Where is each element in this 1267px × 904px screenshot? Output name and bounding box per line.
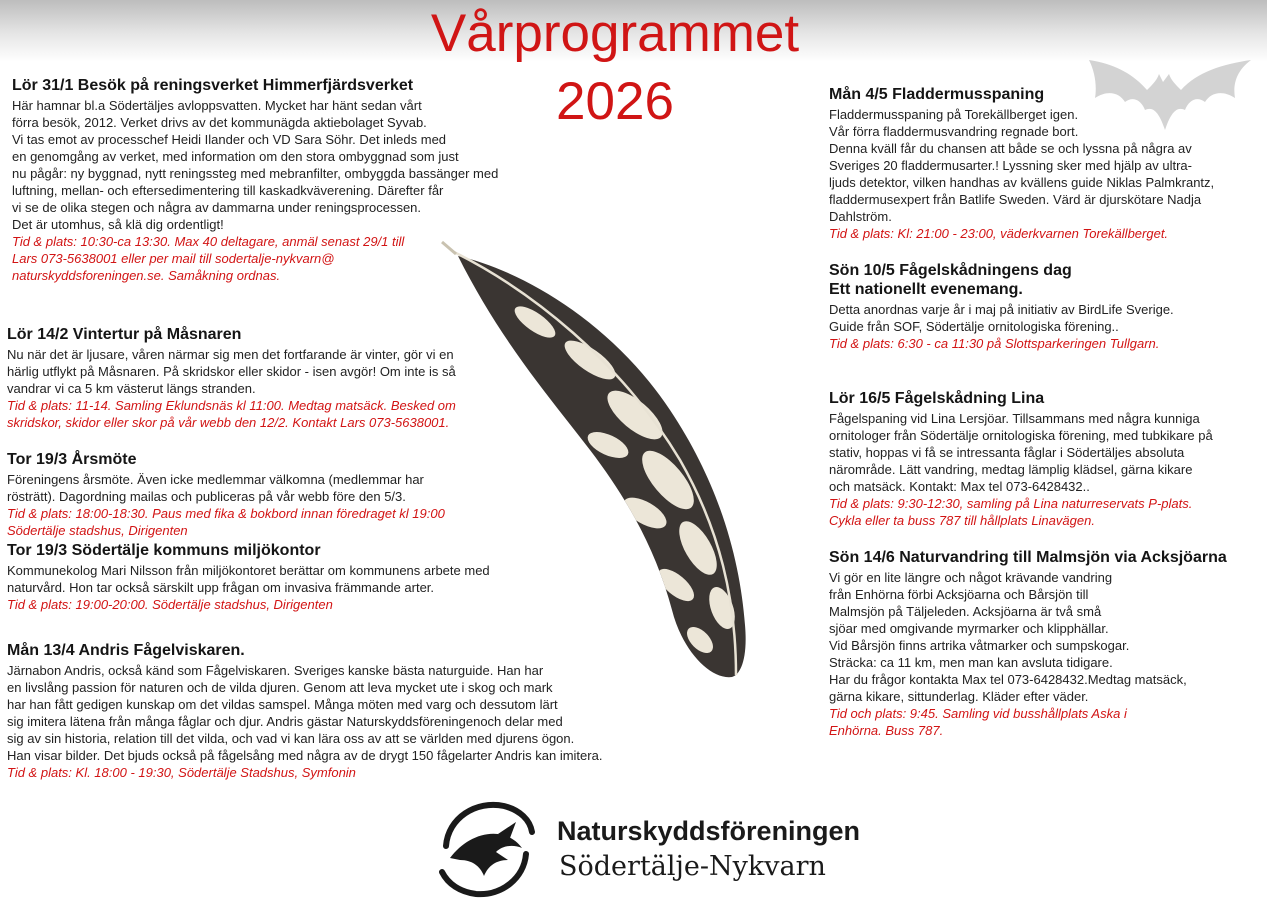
event-description: Här hamnar bl.a Södertäljes avloppsvatten. Mycket har hänt sedan vårt förra besök, 2012. Verket drivs av det kommunägda aktiebolaget Syvab. Vi tas emot av processchef Heidi Ilander och VD Sara Söhr. Det inleds med en genomgång av verket, med information om den stora ombyggnad som just nu pågår: ny byggnad, nytt reningssteg med mebranfilter, ombyggda bassänger med luftning, mellan- och eftersedimentering till kaskadkväverening. Därefter får vi se de olika stegen och några av dammarna under reningsprocessen. Det är utomhus, så klä dig ordentligt! (12, 98, 499, 232)
event-item (829, 389, 1213, 529)
event-heading: Tor 19/3 Södertälje kommuns miljökontor (7, 542, 321, 559)
event-heading: Sön 10/5 Fågelskådningens dag Ett nationellt evenemang. (829, 262, 1072, 298)
event-heading: Sön 14/6 Naturvandring till Malmsjön via Acksjöarna (829, 549, 1227, 566)
logo-organization-name: Naturskyddsföreningen (557, 816, 861, 846)
event-heading: Mån 13/4 Andris Fågelviskaren. (7, 642, 245, 659)
event-time-place: Tid & plats: 18:00-18:30. Paus med fika & bokbord innan föredraget kl 19:00 Södertälje stadshus, Dirigenten (7, 506, 445, 538)
event-description: Kommunekolog Mari Nilsson från miljökontoret berättar om kommunens arbete med naturvård. Hon tar också särskilt upp frågan om invasiva främmande arter. (7, 563, 490, 595)
event-time-place: Tid & plats: 6:30 - ca 11:30 på Slottsparkeringen Tullgarn. (829, 336, 1160, 351)
event-description: Fågelspaning vid Lina Lersjöar. Tillsammans med några kunniga ornitologer från Södertälje ornitologiska förening, med tubkikare på stativ, hoppas vi få se intressanta fåglar i Södertäljes absoluta närområde. Lätt vandring, medtag lämplig klädsel, gärna kikare och matsäck. Kontakt: Max tel 073-6428432.. (829, 411, 1213, 494)
event-item (7, 541, 490, 613)
event-heading: Lör 16/5 Fågelskådning Lina (829, 390, 1045, 407)
event-item (7, 641, 602, 781)
event-description: Detta anordnas varje år i maj på initiativ av BirdLife Sverige. Guide från SOF, Södertälje ornitologiska förening.. (829, 302, 1174, 334)
event-heading: Tor 19/3 Årsmöte (7, 451, 137, 468)
event-time-place: Tid & plats: 19:00-20:00. Södertälje stadshus, Dirigenten (7, 597, 333, 612)
event-time-place: Tid & plats: Kl. 18:00 - 19:30, Södertälje Stadshus, Symfonin (7, 765, 356, 780)
event-heading: Lör 31/1 Besök på reningsverket Himmerfjärdsverket (12, 77, 414, 94)
page-year: 2026 (556, 72, 674, 131)
event-time-place: Tid & plats: 11-14. Samling Eklundsnäs kl 11:00. Medtag matsäck. Besked om skridskor, skidor eller skor på vår webb den 12/2. Kontakt Lars 073-5638001. (7, 398, 456, 430)
event-item (829, 261, 1174, 352)
event-description: Nu när det är ljusare, våren närmar sig men det fortfarande är vinter, gör vi en härlig utflykt på Måsnaren. På skridskor eller skidor - isen avgör! Om inte is så vandrar vi ca 5 km västerut längs stranden. (7, 347, 456, 396)
event-description: Fladdermusspaning på Torekällberget igen. Vår förra fladdermusvandring regnade bort. Denna kväll får du chansen att både se och lyssna på några av Sveriges 20 fladdermusarter.! Lyssning sker med hjälp av ultra- ljuds detektor, vilken handhas av kvällens guide Niklas Palmkrantz, fladdermusexpert från Batlife Sweden. Värd är djurskötare Nadja Dahlström. (829, 107, 1215, 224)
event-item (7, 450, 445, 539)
event-time-place: Tid & plats: 9:30-12:30, samling på Lina naturreservats P-plats. Cykla eller ta buss 787 till hållplats Linavägen. (829, 496, 1193, 528)
event-heading: Lör 14/2 Vintertur på Måsnaren (7, 326, 242, 343)
event-item (7, 325, 456, 431)
logo-local-branch: Södertälje-Nykvarn (559, 851, 826, 882)
event-heading: Mån 4/5 Fladdermusspaning (829, 86, 1045, 103)
event-time-place: Tid & plats: 10:30-ca 13:30. Max 40 deltagare, anmäl senast 29/1 till Lars 073-5638001 eller per mail till sodertalje-nykvarn@ naturskyddsforeningen.se. Samåkning ordnas. (12, 234, 405, 283)
feather-image (440, 230, 790, 690)
event-item (12, 76, 498, 284)
event-time-place: Tid och plats: 9:45. Samling vid busshållplats Aska i Enhörna. Buss 787. (829, 706, 1127, 738)
event-item (829, 548, 1227, 739)
event-description: Järnabon Andris, också känd som Fågelviskaren. Sveriges kanske bästa naturguide. Han har en livslång passion för naturen och de vilda djuren. Genom att leva mycket ute i skog och mark har han fått gedigen kunskap om det vildas samspel. Många möten med varg och dessutom lärt sig imitera lätena från många fåglar och djur. Andris gästar Naturskyddsföreningenoch delar med sig av sin historia, relation till det vilda, och vad vi kan lära oss av att se världen med djurens ögon. Han visar bilder. Det bjuds också på fågelsång med några av de drygt 150 fågelarter Andris kan imitera. (7, 663, 603, 763)
page-title: Vårprogrammet (430, 4, 800, 63)
event-item (829, 85, 1214, 242)
swallow-logo-icon (436, 798, 536, 898)
event-time-place: Tid & plats: Kl: 21:00 - 23:00, väderkvarnen Torekällberget. (829, 226, 1169, 241)
event-description: Föreningens årsmöte. Även icke medlemmar välkomna (medlemmar har rösträtt). Dagordning mailas och publiceras på vår webb före den 5/3. (7, 472, 424, 504)
event-description: Vi gör en lite längre och något krävande vandring från Enhörna förbi Acksjöarna och Bårsjön till Malmsjön på Täljeleden. Acksjöarna är två små sjöar med omgivande myrmarker och klipphällar. Vid Bårsjön finns artrika våtmarker och sumpskogar. Sträcka: ca 11 km, men man kan avsluta tidigare. Har du frågor kontakta Max tel 073-6428432.Medtag matsäck, gärna kikare, sittunderlag. Kläder efter väder. (829, 570, 1187, 704)
